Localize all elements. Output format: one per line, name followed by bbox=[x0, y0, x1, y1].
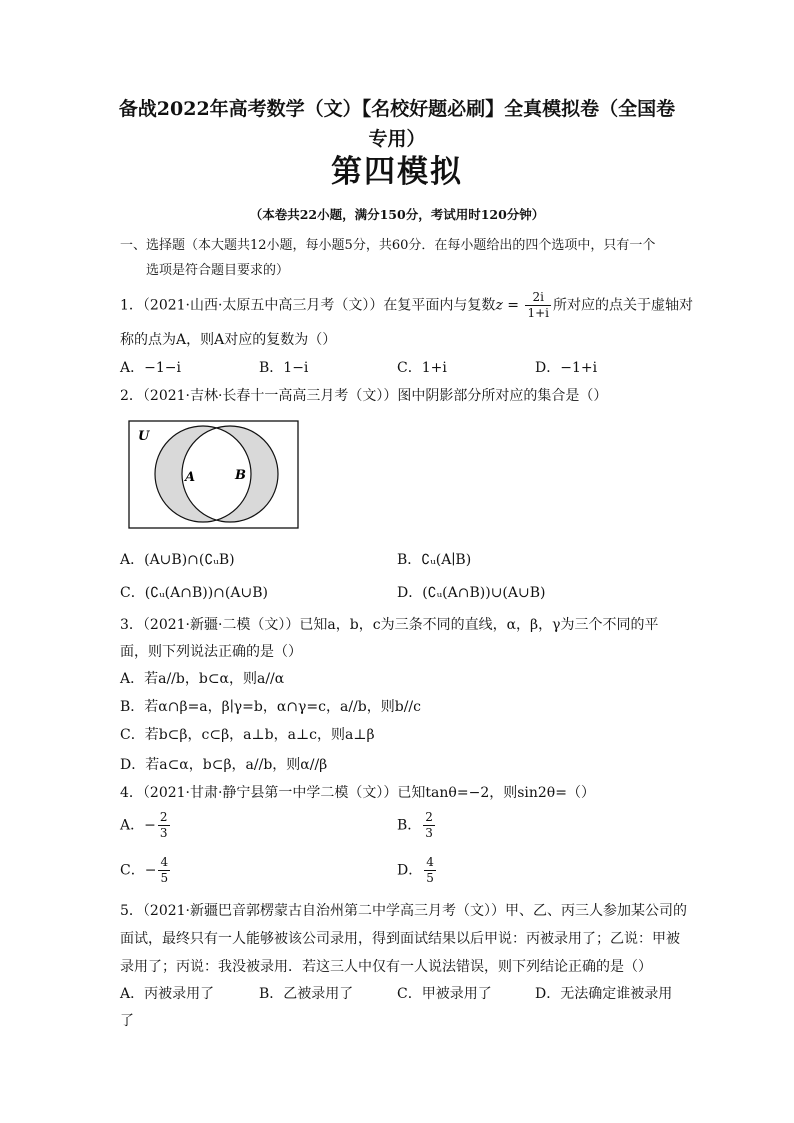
question-3: 3．（2021·新疆·二模（文））已知a，b，c为三条不同的直线，α，β，γ为三个不同的平 bbox=[120, 617, 659, 633]
q4-option-d-fraction bbox=[424, 855, 436, 886]
q1-option-b[interactable]: B．1−i bbox=[259, 360, 309, 376]
q3-option-d[interactable]: D．若a⊂α，b⊂β，a//b，则α//β bbox=[120, 757, 328, 773]
q5-option-a[interactable]: A．丙被录用了 bbox=[120, 986, 215, 1002]
question-1-text: 1．（2021·山西·太原五中高三月考（文））在复平面内与复数 bbox=[120, 297, 496, 314]
section-heading-cont: 选项是符合题目要求的） bbox=[146, 263, 290, 278]
label-u: U bbox=[138, 429, 150, 444]
q1-fraction bbox=[525, 290, 551, 321]
q4-b-den: 3 bbox=[425, 826, 433, 840]
q1-variable: z bbox=[495, 297, 503, 314]
q4-a-den: 3 bbox=[159, 826, 168, 840]
q4-a-num: 2 bbox=[159, 810, 168, 824]
q5-option-c[interactable]: C．甲被录用了 bbox=[397, 986, 492, 1002]
q4-c-den: 5 bbox=[160, 871, 169, 885]
q3-option-b[interactable]: B．若α∩β=a，β∣γ=b，α∩γ=c，a//b，则b//c bbox=[120, 699, 421, 715]
question-1-text-cont: 所对应的点关于虚轴对 bbox=[553, 297, 693, 314]
q3-option-c[interactable]: C．若b⊂β，c⊂β，a⊥b，a⊥c，则a⊥β bbox=[120, 727, 375, 743]
section-heading: 一、选择题（本大题共12小题，每小题5分，共60分．在每小题给出的四个选项中，只有一个 bbox=[120, 238, 656, 253]
q5-option-d[interactable]: D．无法确定谁被录用 bbox=[535, 986, 673, 1002]
question-1-line2: 称的点为A，则A对应的复数为（） bbox=[120, 332, 337, 348]
q4-option-c[interactable] bbox=[120, 855, 172, 886]
question-5: 5．（2021·新疆巴音郭楞蒙古自治州第二中学高三月考（文））甲、乙、丙三人参加某公司的 bbox=[120, 903, 687, 919]
q2-option-b[interactable]: B．∁ᵤ(A∣B) bbox=[397, 552, 472, 568]
q4-option-d[interactable] bbox=[397, 855, 438, 886]
q4-d-num: 4 bbox=[426, 855, 434, 869]
question-4: 4．（2021·甘肃·静宁县第一中学二模（文））已知tanθ=−2，则sin2θ=（） bbox=[120, 785, 595, 801]
q4-option-a-fraction bbox=[158, 810, 170, 841]
label-a: A bbox=[185, 470, 196, 485]
q4-option-b-fraction bbox=[423, 810, 435, 841]
q4-option-b[interactable] bbox=[397, 810, 437, 841]
exam-title: 备战2022年高考数学（文）【名校好题必刷】全真模拟卷（全国卷专用） bbox=[118, 98, 676, 150]
question-1 bbox=[120, 290, 693, 321]
q5-option-d-wrap: 了 bbox=[120, 1013, 134, 1029]
q2-option-d[interactable]: D．(∁ᵤ(A∩B))∪(A∪B) bbox=[397, 585, 546, 601]
q4-b-num: 2 bbox=[425, 810, 433, 824]
q4-option-a[interactable] bbox=[120, 810, 172, 841]
q4-option-b-label: B． bbox=[397, 817, 422, 834]
q4-d-den: 5 bbox=[426, 871, 434, 885]
question-5-line2: 面试，最终只有一人能够被该公司录用，得到面试结果以后甲说：丙被录用了；乙说：甲被 bbox=[120, 931, 680, 947]
q1-option-c[interactable]: C．1+i bbox=[397, 360, 447, 376]
question-2: 2．（2021·吉林·长春十一高高三月考（文））图中阴影部分所对应的集合是（） bbox=[120, 388, 608, 404]
exam-subtitle: 第四模拟 bbox=[331, 154, 463, 190]
venn-diagram bbox=[128, 420, 300, 530]
q3-option-a[interactable]: A．若a//b，b⊂α，则a//α bbox=[120, 671, 285, 687]
q1-option-a[interactable]: A．−1−i bbox=[120, 360, 181, 376]
q1-option-d[interactable]: D．−1+i bbox=[535, 360, 598, 376]
q2-option-a[interactable]: A．(A∪B)∩(∁ᵤB) bbox=[120, 552, 235, 568]
q5-option-b[interactable]: B．乙被录用了 bbox=[259, 986, 354, 1002]
question-3-line2: 面，则下列说法正确的是（） bbox=[120, 644, 302, 660]
q4-option-a-sign: − bbox=[144, 817, 156, 834]
q4-c-num: 4 bbox=[160, 855, 169, 869]
q4-option-c-sign: − bbox=[144, 862, 157, 879]
score-info: （本卷共22小题，满分150分，考试用时120分钟） bbox=[249, 207, 545, 222]
q4-option-a-label: A． bbox=[120, 817, 145, 834]
q4-option-c-label: C． bbox=[120, 862, 145, 879]
q1-equals: = bbox=[502, 297, 524, 314]
q4-option-c-fraction bbox=[158, 855, 170, 886]
q2-option-c[interactable]: C．(∁ᵤ(A∩B))∩(A∪B) bbox=[120, 585, 268, 601]
q1-numerator: 2i bbox=[525, 290, 551, 306]
q1-denominator: 1+i bbox=[527, 306, 549, 320]
label-b: B bbox=[235, 468, 246, 483]
q4-option-d-label: D． bbox=[397, 862, 423, 879]
question-5-line3: 录用了；丙说：我没被录用．若这三人中仅有一人说法错误，则下列结论正确的是（） bbox=[120, 959, 652, 975]
